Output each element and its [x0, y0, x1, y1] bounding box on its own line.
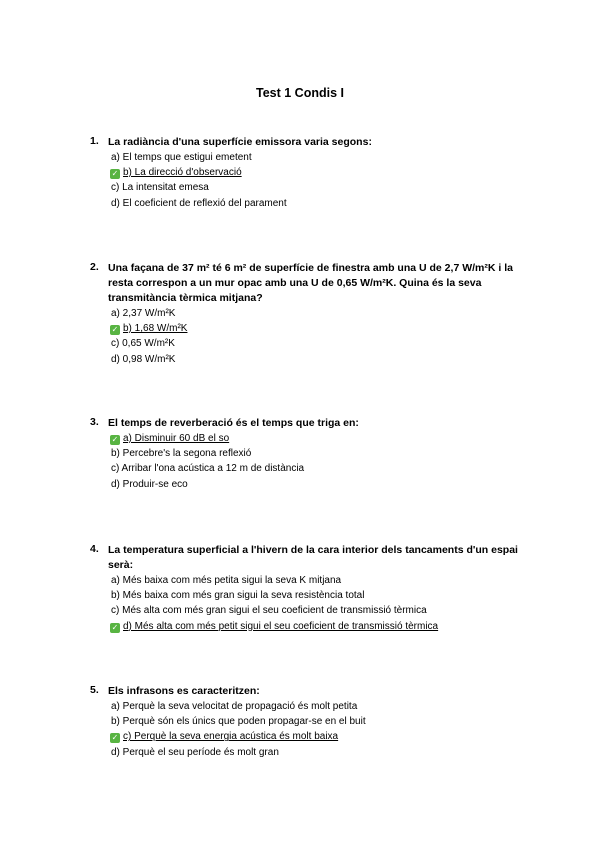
option-label: a) Disminuir 60 dB el so	[123, 433, 230, 444]
option-c: c) Més alta com més gran sigui el seu coeficient de transmissió tèrmica	[111, 605, 427, 617]
question-text: La radiància d'una superfície emissora varia segons:	[108, 136, 372, 148]
option-a: a) 2,37 W/m²K	[111, 308, 176, 319]
option-b: b) Més baixa com més gran sigui la seva resistència total	[111, 590, 365, 602]
question-number: 1.	[90, 135, 99, 147]
option-c: c) La intensitat emesa	[111, 182, 209, 194]
option-b-correct	[110, 165, 538, 180]
question-3	[90, 416, 538, 492]
check-mark-icon: ✓	[111, 733, 119, 743]
question-text: El temps de reverberació és el temps que triga en:	[108, 417, 359, 429]
option-a-correct	[110, 431, 538, 446]
question-2	[90, 261, 538, 367]
question-number: 2.	[90, 261, 99, 273]
option-d: d) El coeficient de reflexió del parament	[111, 197, 287, 209]
check-mark-icon: ✓	[111, 169, 119, 179]
question-number: 3.	[90, 416, 99, 428]
option-b: b) Percebre's la segona reflexió	[111, 448, 252, 460]
option-d: d) Perquè el seu període és molt gran	[111, 746, 279, 758]
question-4	[90, 543, 538, 634]
question-number: 5.	[90, 684, 99, 696]
option-b: b) Perquè són els únics que poden propagar-se en el buit	[111, 716, 366, 728]
question-text: La temperatura superficial a l'hivern de la cara interior dels tancaments d'un espai serà:	[108, 544, 518, 571]
option-a: a) Perquè la seva velocitat de propagació és molt petita	[111, 701, 358, 712]
question-text: Una façana de 37 m² té 6 m² de superfície de finestra amb una U de 2,7 W/m²K i la resta correspon a un mur opac amb una U de 0,65 W/m²K. Quina és la seva transmitància tèrmica mitjana?	[108, 262, 513, 304]
options-list	[111, 306, 538, 367]
option-d-correct	[110, 619, 538, 634]
page-title: Test 1 Condis I	[256, 86, 344, 100]
option-label: b) La direcció d'observació	[123, 167, 242, 179]
options-list	[111, 431, 538, 492]
option-d: d) Produir-se eco	[111, 478, 188, 490]
option-a: a) El temps que estigui emetent	[111, 152, 252, 163]
check-mark-icon: ✓	[111, 435, 119, 444]
check-mark-icon: ✓	[111, 325, 119, 335]
option-label: c) Perquè la seva energia acústica és molt baixa	[123, 731, 339, 743]
options-list	[111, 699, 538, 760]
option-c: c) Arribar l'ona acústica a 12 m de distància	[111, 463, 305, 475]
question-1	[90, 135, 538, 211]
option-label: d) Més alta com més petit sigui el seu coeficient de transmissió tèrmica	[123, 620, 439, 632]
option-d: d) 0,98 W/m²K	[111, 353, 176, 365]
question-number: 4.	[90, 543, 99, 555]
options-list	[111, 573, 538, 634]
check-mark-icon: ✓	[111, 622, 119, 632]
option-label: b) 1,68 W/m²K	[123, 323, 188, 335]
option-c-correct	[110, 729, 538, 744]
options-list	[111, 150, 538, 211]
question-5	[90, 684, 538, 760]
option-a: a) Més baixa com més petita sigui la seva K mitjana	[111, 575, 342, 586]
option-c: c) 0,65 W/m²K	[111, 338, 175, 350]
option-b-correct	[110, 321, 538, 336]
question-text: Els infrasons es caracteritzen:	[108, 685, 260, 697]
